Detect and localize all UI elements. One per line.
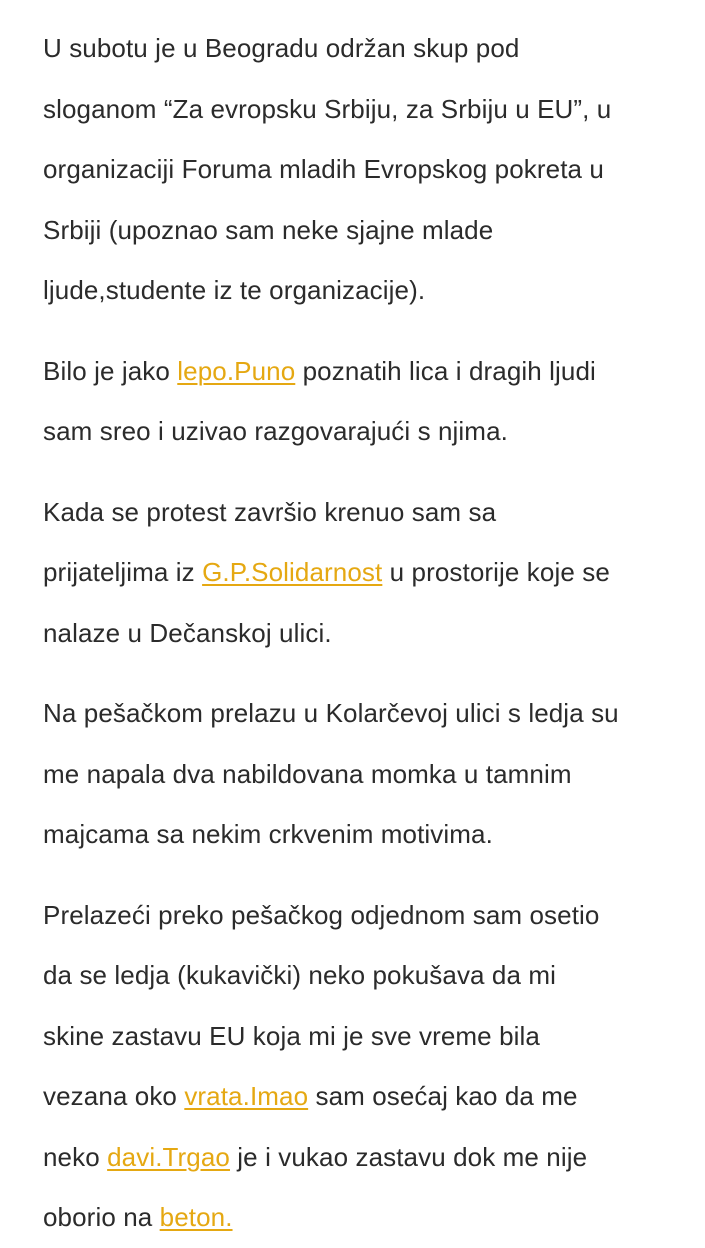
- text-segment: je i vukao zastavu dok me nije: [229, 1141, 588, 1172]
- text-line: [43, 1006, 689, 1067]
- text-segment: me napala dva nabildovana momka u tamnim: [43, 758, 572, 789]
- text-segment: sam osećaj kao da me: [308, 1081, 578, 1111]
- inline-link[interactable]: G.P.Solidarnost: [202, 557, 383, 587]
- text-line: [43, 1127, 689, 1188]
- text-line: [43, 79, 689, 140]
- text-segment: oborio na: [43, 1202, 160, 1232]
- text-segment: ljude,studente iz te organizacije).: [43, 275, 426, 305]
- text-segment: poznatih lica i dragih ljudi: [295, 355, 596, 386]
- text-line: [43, 603, 689, 664]
- paragraph: [43, 683, 689, 865]
- text-line: [43, 341, 689, 402]
- text-segment: u prostorije koje se: [382, 557, 610, 587]
- text-segment: neko: [43, 1141, 108, 1172]
- paragraph: [43, 341, 689, 462]
- text-line: [43, 139, 689, 200]
- text-line: [43, 542, 689, 603]
- text-line: [43, 18, 689, 79]
- text-segment: nalaze u Dečanskoj ulici.: [43, 617, 332, 648]
- text-line: [43, 804, 689, 865]
- paragraph: [43, 482, 689, 664]
- text-line: [43, 1187, 689, 1248]
- text-line: [43, 744, 689, 805]
- text-segment: organizaciji Foruma mladih Evropskog pokreta u: [43, 154, 604, 184]
- text-segment: sloganom “Za evropsku Srbiju, za Srbiju u EU”, u: [43, 93, 612, 124]
- text-segment: Bilo je jako: [43, 355, 178, 386]
- text-segment: skine zastavu EU koja mi je sve vreme bila: [43, 1020, 540, 1051]
- text-segment: U subotu je u Beogradu održan skup pod: [43, 33, 520, 63]
- text-line: [43, 1066, 689, 1127]
- text-line: [43, 260, 689, 321]
- inline-link[interactable]: lepo.Puno: [177, 355, 296, 386]
- inline-link[interactable]: davi.Trgao: [107, 1141, 230, 1172]
- text-segment: da se ledja (kukavički) neko pokušava da mi: [43, 960, 557, 990]
- text-segment: Srbiji (upoznao sam neke sjajne mlade: [43, 214, 494, 245]
- text-segment: majcama sa nekim crkvenim motivima.: [43, 819, 493, 849]
- text-line: [43, 482, 689, 543]
- text-line: [43, 683, 689, 744]
- text-line: [43, 945, 689, 1006]
- paragraph: [43, 18, 689, 321]
- text-segment: vezana oko: [43, 1081, 185, 1111]
- text-segment: Na pešačkom prelazu u Kolarčevoj ulici s ledja su: [43, 698, 619, 728]
- inline-link[interactable]: vrata.Imao: [184, 1081, 309, 1111]
- text-segment: Prelazeći preko pešačkog odjednom sam osetio: [43, 899, 600, 930]
- text-line: [43, 885, 689, 946]
- paragraph: [43, 885, 689, 1248]
- text-line: [43, 200, 689, 261]
- text-segment: sam sreo i uzivao razgovarajući s njima.: [43, 416, 508, 446]
- inline-link[interactable]: beton.: [159, 1202, 233, 1232]
- text-line: [43, 401, 689, 462]
- text-segment: Kada se protest završio krenuo sam sa: [43, 496, 497, 527]
- text-segment: prijateljima iz: [43, 557, 203, 587]
